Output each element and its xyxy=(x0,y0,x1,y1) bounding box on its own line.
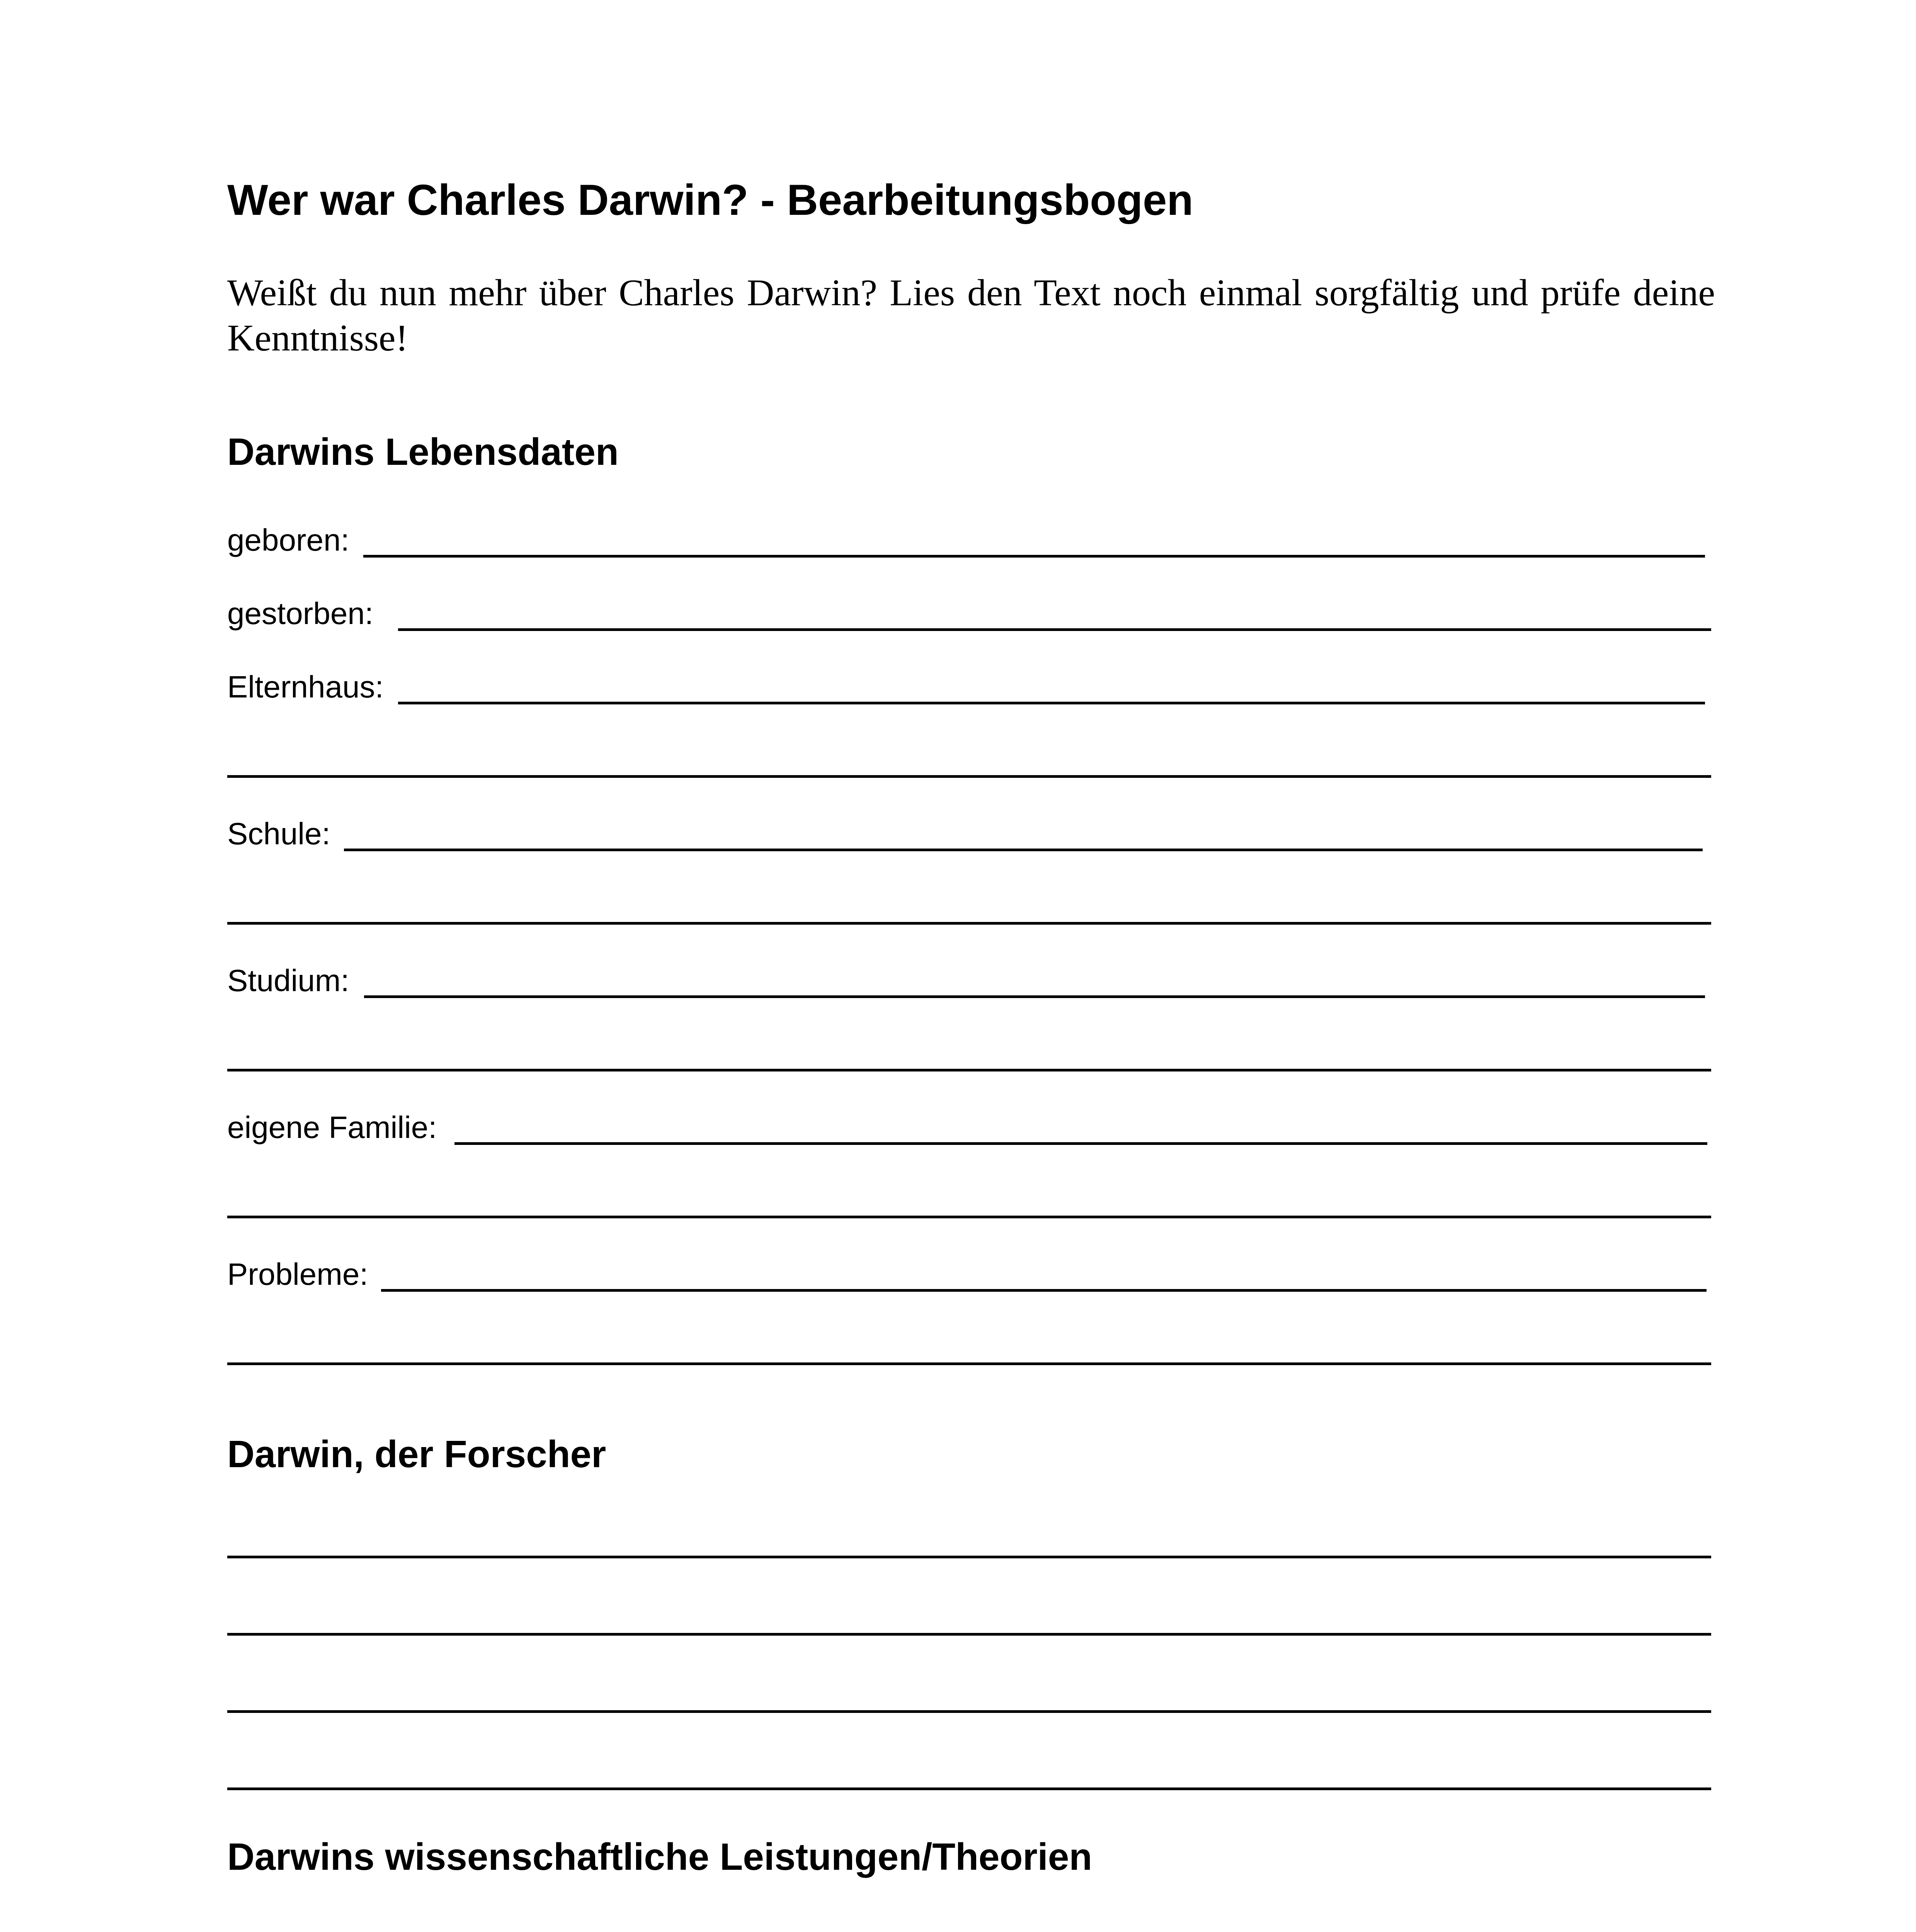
answer-line-studium-2[interactable] xyxy=(227,1069,1711,1071)
answer-line-probleme[interactable] xyxy=(381,1289,1707,1292)
label-geboren: geboren: xyxy=(227,523,349,557)
answer-line-schule[interactable] xyxy=(344,849,1703,851)
answer-line-elternhaus-2[interactable] xyxy=(227,775,1711,778)
answer-line-forscher-3[interactable] xyxy=(227,1710,1711,1713)
label-probleme: Probleme: xyxy=(227,1257,368,1291)
label-elternhaus: Elternhaus: xyxy=(227,670,384,704)
answer-line-elternhaus[interactable] xyxy=(398,702,1705,704)
page-title: Wer war Charles Darwin? - Bearbeitungsbogen xyxy=(227,176,1193,224)
intro-text: Weißt du nun mehr über Charles Darwin? Lies den Text noch einmal sorgfältig und prüfe deine Kenntnisse! xyxy=(227,272,1715,359)
section-heading-lebensdaten: Darwins Lebensdaten xyxy=(227,430,619,473)
label-studium: Studium: xyxy=(227,963,349,998)
answer-line-probleme-2[interactable] xyxy=(227,1362,1711,1365)
section-heading-leistungen: Darwins wissenschaftliche Leistungen/Theorien xyxy=(227,1835,1092,1878)
answer-line-forscher-4[interactable] xyxy=(227,1787,1711,1790)
answer-line-eigene-familie[interactable] xyxy=(454,1142,1707,1145)
answer-line-studium[interactable] xyxy=(364,995,1705,998)
answer-line-geboren[interactable] xyxy=(363,555,1705,558)
section-heading-forscher: Darwin, der Forscher xyxy=(227,1433,606,1475)
answer-line-forscher-1[interactable] xyxy=(227,1556,1711,1558)
label-eigene-familie: eigene Familie: xyxy=(227,1110,437,1145)
answer-line-forscher-2[interactable] xyxy=(227,1633,1711,1636)
answer-line-schule-2[interactable] xyxy=(227,922,1711,925)
answer-line-gestorben[interactable] xyxy=(398,628,1711,631)
label-gestorben: gestorben: xyxy=(227,596,374,631)
label-schule: Schule: xyxy=(227,816,330,851)
answer-line-eigene-familie-2[interactable] xyxy=(227,1216,1711,1218)
